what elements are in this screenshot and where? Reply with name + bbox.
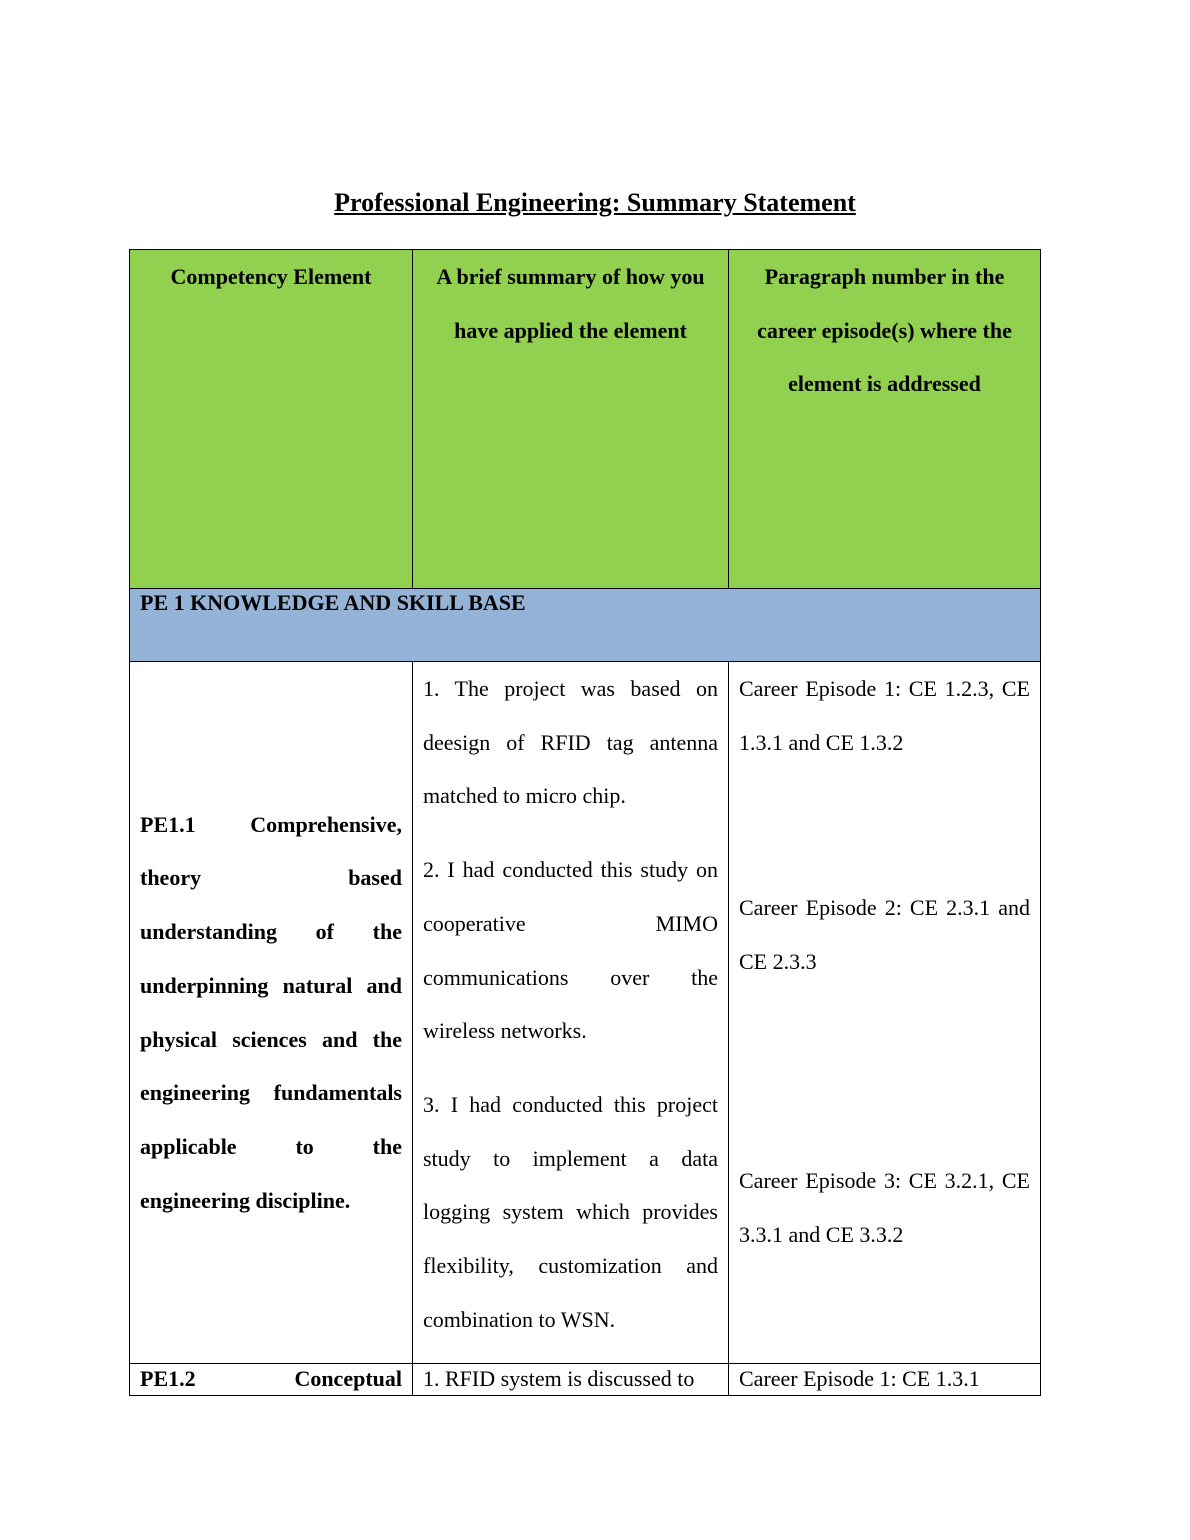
section-row xyxy=(130,589,1041,662)
competency-element-cell: PE1.1 Comprehensive, theory based understanding of the underpinning natural and physical sciences and the engineering fundamentals applicable to the engineering discipline. xyxy=(130,662,413,1364)
header-paragraph-number: Paragraph number in the career episode(s) where the element is addressed xyxy=(729,250,1041,589)
summary-cell: 1. RFID system is discussed to xyxy=(413,1364,729,1396)
competency-element-cell xyxy=(130,1364,413,1396)
header-summary: A brief summary of how you have applied the element xyxy=(413,250,729,589)
table-row xyxy=(130,662,1041,1364)
summary-statement-table xyxy=(129,249,1041,1396)
reference-cell: Career Episode 1: CE 1.3.1 xyxy=(729,1364,1041,1396)
header-competency-element: Competency Element xyxy=(130,250,413,589)
summary-cell xyxy=(413,662,729,1364)
element-word: Conceptual xyxy=(294,1366,402,1391)
page-title: Professional Engineering: Summary Statement xyxy=(334,188,856,217)
table-row xyxy=(130,1364,1041,1396)
reference-paragraph: Career Episode 2: CE 2.3.1 and CE 2.3.3 xyxy=(739,895,1030,975)
summary-paragraph: 1. The project was based on deesign of RFID tag antenna matched to micro chip. xyxy=(423,676,718,809)
section-heading: PE 1 KNOWLEDGE AND SKILL BASE xyxy=(130,589,1041,662)
reference-paragraph: Career Episode 3: CE 3.2.1, CE 3.3.1 and CE 3.3.2 xyxy=(739,1167,1030,1247)
element-code: PE1.2 xyxy=(140,1366,196,1391)
summary-paragraph: 3. I had conducted this project study to implement a data logging system which provides flexibility, customization and combination to WSN. xyxy=(423,1091,718,1332)
summary-paragraph: 2. I had conducted this study on cooperative MIMO communications over the wireless networks. xyxy=(423,857,718,1044)
reference-paragraph: Career Episode 1: CE 1.2.3, CE 1.3.1 and CE 1.3.2 xyxy=(739,676,1030,755)
reference-cell xyxy=(729,662,1041,1364)
table-header-row xyxy=(130,250,1041,589)
